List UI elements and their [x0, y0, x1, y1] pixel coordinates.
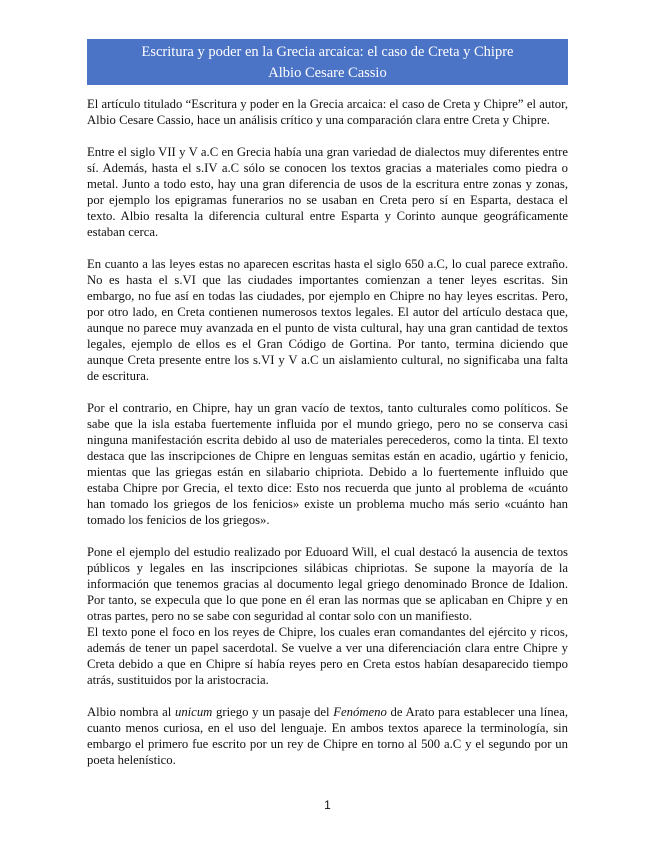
paragraph-intro: El artículo titulado “Escritura y poder en la Grecia arcaica: el caso de Creta y Chipre” el autor, Albio Cesare Cassio, hace un análisis crítico y una comparación clara entre Creta y Chipre.: [87, 97, 568, 127]
paragraph-dialects: Entre el siglo VII y V a.C en Grecia había una gran variedad de dialectos muy diferentes entre sí. Además, hasta el s.IV a.C sólo se conocen los textos gracias a materiales como piedra o metal. Junto a todo esto, hay una gran diferencia de usos de la escritura entre zonas y zonas, por ejemplo los epigramas funerarios no se usaban en Creta pero sí en Esparta, destaca el texto. Albio resalta la diferencia cultural entre Esparta y Corinto aunque geográficamente estaban cerca.: [87, 145, 568, 239]
document-title: Escritura y poder en la Grecia arcaica: el caso de Creta y Chipre: [141, 44, 514, 60]
text-segment: Albio nombra al: [87, 705, 175, 719]
document-body: [87, 96, 568, 784]
paragraph-unicum: [87, 704, 568, 768]
paragraph-kings: El texto pone el foco en los reyes de Chipre, los cuales eran comandantes del ejército y ricos, además de tener un papel sacerdotal. Se vuelve a ver una diferenciación clara entre Chipre y Creta debido a que en Chipre sí había reyes pero en Creta estos habían desaparecido tiempo atrás, sustituidos por la aristocracia.: [87, 625, 568, 687]
text-segment: griego y un pasaje del: [212, 705, 334, 719]
emphasis-fenomeno: Fenómeno: [333, 705, 387, 719]
text-segment: de Arato para establecer una línea, cuanto menos curiosa, en el uso del lenguaje. En ambos textos aparece la terminología, sin embargo el primero fue escrito por un rey de Chipre en torno al 500 a.C y el segundo por un poeta helenístico.: [87, 705, 568, 767]
page-number: 1: [324, 798, 331, 812]
emphasis-unicum: unicum: [174, 705, 213, 719]
title-banner: [87, 39, 568, 85]
paragraph-cyprus: Por el contrario, en Chipre, hay un gran vacío de textos, tanto culturales como políticos. Se sabe que la isla estaba fuertemente influida por el mundo griego, pero no se conserva casi ninguna manifestación escrita debido al uso de materiales perecederos, como la tinta. El texto destaca que las inscripciones de Chipre en lenguas semitas están en acadio, ugártio y fenicio, mientas que las griegas están en silabario chipriota. Debido a lo fuertemente influido que estaba Chipre por Grecia, el texto dice: Esto nos recuerda que junto al problema de «cuánto han tomado los griegos de los fenicios» existe un problema mucho más serio «cuánto han tomado los fenicios de los griegos».: [87, 401, 568, 527]
paragraph-laws: En cuanto a las leyes estas no aparecen escritas hasta el siglo 650 a.C, lo cual parece extraño. No es hasta el s.VI que las ciudades importantes comienzan a tener leyes escritas. Sin embargo, no fue así en todas las ciudades, por ejemplo en Chipre no hay leyes escritas. Pero, por otro lado, en Creta contienen numerosos textos legales. El autor del artículo destaca que, aunque no parece muy avanzada en el punto de vista cultural, hay una gran cantidad de textos legales, ejemplo de ellos es el Gran Código de Gortina. Por tanto, termina diciendo que aunque Creta presente entre los s.VI y V a.C un aislamiento cultural, no significaba una falta de escritura.: [87, 257, 568, 383]
paragraph-will-study: Pone el ejemplo del estudio realizado por Eduoard Will, el cual destacó la ausencia de textos públicos y legales en las inscripciones silábicas chipriotas. Se supone la mayoría de la información que tenemos gracias al documento legal griego denominado Bronce de Idalion. Por tanto, se expecula que lo que pone en él eran las normas que se aplicaban en Chipre y en otras partes, pero no se sabe con seguridad al contar solo con un manifiesto.: [87, 545, 568, 623]
document-author: Albio Cesare Cassio: [268, 65, 387, 81]
